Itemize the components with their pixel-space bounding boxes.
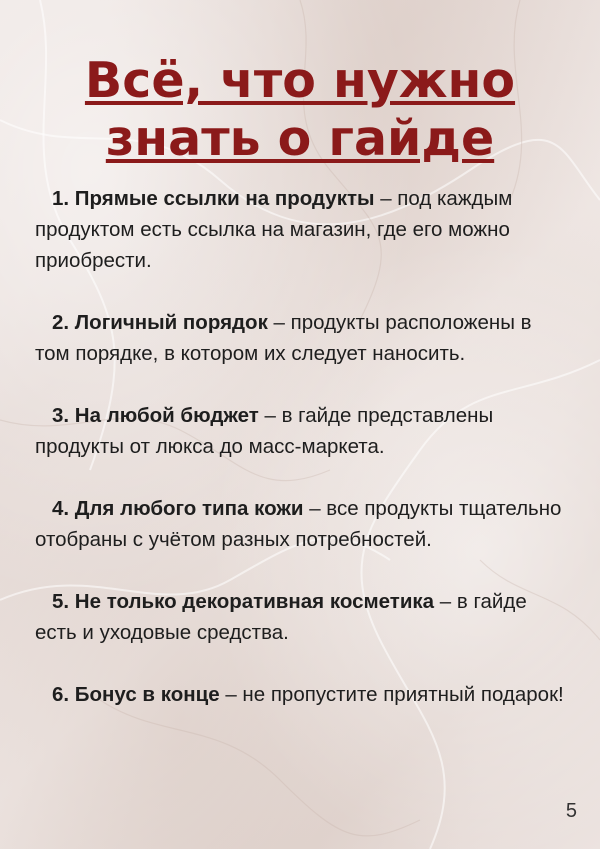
list-item-text: – под каждым продуктом есть ссылка на магазин, где его можно приобрести. bbox=[35, 187, 513, 272]
list-item-heading: 1. Прямые ссылки на продукты bbox=[52, 187, 375, 210]
page-title-line-1: Всё, что нужно bbox=[84, 52, 516, 109]
list-item bbox=[35, 679, 565, 710]
list-item bbox=[35, 307, 565, 369]
list-item-text: – продукты расположены в том порядке, в котором их следует наносить. bbox=[35, 311, 532, 365]
list-item-text: – в гайде есть и уходовые средства. bbox=[35, 590, 527, 644]
feature-list bbox=[35, 183, 565, 741]
page-number: 5 bbox=[565, 800, 577, 822]
page-title bbox=[0, 52, 600, 168]
list-item bbox=[35, 400, 565, 462]
list-item-text: – не пропустите приятный подарок! bbox=[219, 683, 564, 706]
list-item-heading: 6. Бонус в конце bbox=[52, 683, 220, 706]
list-item-heading: 3. На любой бюджет bbox=[52, 404, 259, 427]
list-item bbox=[35, 183, 565, 276]
list-item bbox=[35, 493, 565, 555]
list-item-heading: 4. Для любого типа кожи bbox=[52, 497, 304, 520]
list-item-heading: 2. Логичный порядок bbox=[52, 311, 268, 334]
page-title-line-2: знать о гайде bbox=[105, 110, 495, 167]
list-item-text: – в гайде представлены продукты от люкса до масс-маркета. bbox=[35, 404, 494, 458]
list-item bbox=[35, 586, 565, 648]
list-item-heading: 5. Не только декоративная косметика bbox=[52, 590, 435, 613]
list-item-text: – все продукты тщательно отобраны с учётом разных потребностей. bbox=[35, 497, 562, 551]
